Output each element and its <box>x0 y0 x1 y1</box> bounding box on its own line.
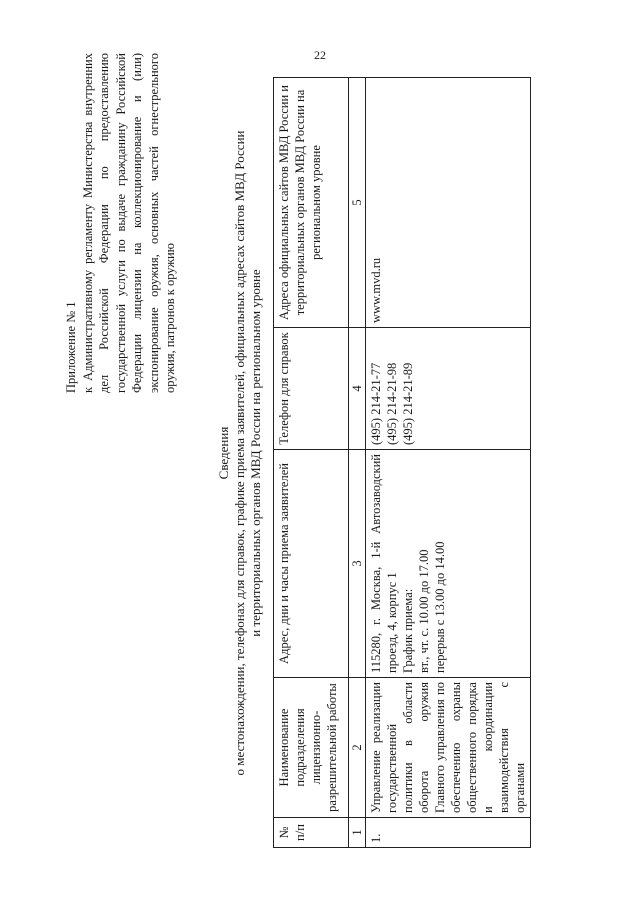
schedule-days: вт., чт. с. 10.00 до 17.00 <box>417 549 431 673</box>
phone-number: (495) 214-21-98 <box>385 362 399 445</box>
column-number-row <box>349 78 366 848</box>
column-number: 5 <box>349 78 366 328</box>
site-address: www.mvd.ru <box>366 78 531 328</box>
document-heading <box>216 53 264 853</box>
row-number: 1. <box>366 818 531 848</box>
table-row <box>366 78 531 848</box>
column-header: № п/п <box>274 818 349 848</box>
column-header: Телефон для справок <box>274 328 349 450</box>
phone-number: (495) 214-21-89 <box>401 362 415 445</box>
page-number: 22 <box>314 48 326 62</box>
heading-title: Сведения <box>216 426 231 480</box>
column-number: 2 <box>349 678 366 818</box>
contacts-table <box>273 77 531 848</box>
table-header-row <box>274 78 349 848</box>
column-number: 1 <box>349 818 366 848</box>
column-number: 3 <box>349 450 366 678</box>
address-cell <box>366 450 531 678</box>
column-number: 4 <box>349 328 366 450</box>
heading-line: о местонахождении, телефонах для справок, графике приема заявителей, официальных адресах сайтов МВД России <box>232 130 247 776</box>
rotated-page-content <box>51 53 621 853</box>
column-header: Адреса официальных сайтов МВД России и территориальных органов МВД России на региональном уровне <box>274 78 349 328</box>
address: 115280, г. Москва, 1-й Автозаводский проезд, 4, корпус 1 <box>369 454 399 673</box>
column-header: Наименование подразделения лицензионно-разрешительной работы <box>274 678 349 818</box>
appendix-title: Приложение № 1 <box>64 301 78 393</box>
heading-line: и территориальных органов МВД России на региональном уровне <box>248 269 263 637</box>
phone-number: (495) 214-21-77 <box>369 362 383 445</box>
department-name: Управление реализации государственной политики в области оборота оружия Главного управления по обеспечению охраны общественного порядка и координации взаимодействия с органами <box>366 678 531 818</box>
column-header: Адрес, дни и часы приема заявителей <box>274 450 349 678</box>
schedule-title: График приема: <box>401 588 415 673</box>
appendix-text: к Административному регламенту Министерства внутренних дел Российской Федерации по предоставлению государственной услуги по выдаче гражданину Российской Федерации лицензии на коллекционирование и (или) экспонирование оружия, основных частей огнестрельного оружия, патронов к оружию <box>80 53 177 393</box>
schedule-break: перерыв с 13.00 до 14.00 <box>433 541 447 673</box>
appendix-block <box>63 53 179 393</box>
phones-cell <box>366 328 531 450</box>
